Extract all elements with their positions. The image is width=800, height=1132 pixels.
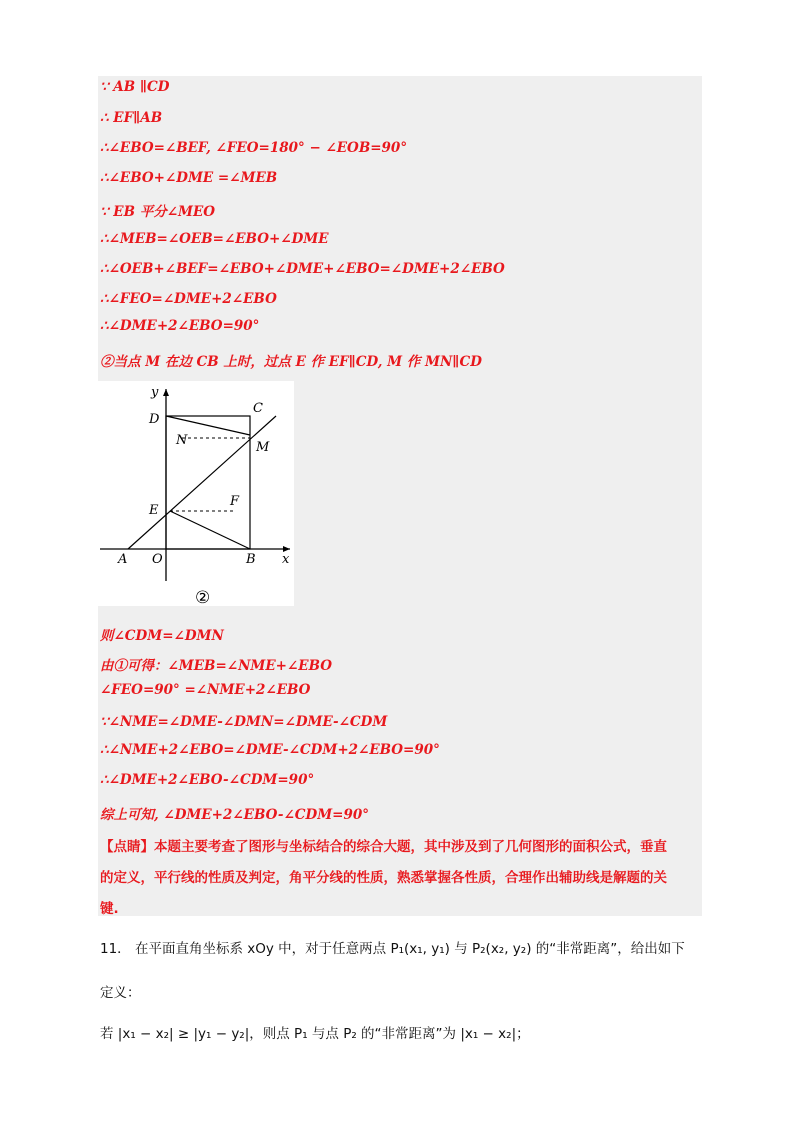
label-C: C: [253, 401, 263, 416]
solution-line: 由①可得：∠MEB=∠NME+∠EBO: [100, 658, 332, 674]
label-A: A: [118, 552, 128, 567]
label-N: N: [176, 433, 188, 448]
segment-EB: [170, 511, 250, 549]
solution-line: ∴∠DME+2∠EBO=90°: [100, 318, 260, 334]
question-line: 定义：: [100, 985, 141, 1001]
figure-caption: ②: [195, 588, 211, 606]
solution-line: ∴∠NME+2∠EBO=∠DME-∠CDM+2∠EBO=90°: [100, 742, 440, 758]
label-M: M: [256, 440, 270, 455]
solution-line: ∴∠FEO=∠DME+2∠EBO: [100, 291, 277, 307]
label-E: E: [149, 503, 159, 518]
comment-line: 【点睛】本题主要考查了图形与坐标结合的综合大题，其中涉及到了几何图形的面积公式，垂直: [100, 839, 667, 855]
comment-line: 的定义，平行线的性质及判定，角平分线的性质，熟悉掌握各性质，合理作出辅助线是解题的关: [100, 870, 667, 886]
solution-line: 综上可知, ∠DME+2∠EBO-∠CDM=90°: [100, 807, 370, 823]
solution-line: ∵∠NME=∠DME-∠DMN=∠DME-∠CDM: [100, 714, 388, 730]
label-D: D: [149, 412, 160, 427]
line-AM: [128, 416, 276, 549]
question-line: 11． 在平面直角坐标系 xOy 中，对于任意两点 P₁(x₁, y₁) 与 P₂(x₂, y₂) 的“非常距离”，给出如下: [100, 941, 685, 957]
label-O: O: [152, 552, 163, 567]
solution-line: ②当点 M 在边 CB 上时，过点 E 作 EF∥CD, M 作 MN∥CD: [100, 354, 482, 370]
solution-line: ∵ EB 平分∠MEO: [100, 204, 215, 220]
geometry-figure: [98, 381, 294, 606]
solution-line: ∴∠DME+2∠EBO-∠CDM=90°: [100, 772, 315, 788]
y-axis-arrow: [163, 389, 169, 396]
solution-line: ∴∠MEB=∠OEB=∠EBO+∠DME: [100, 231, 329, 247]
comment-line: 键.: [100, 901, 119, 917]
question-line: 若 |x₁ − x₂| ≥ |y₁ − y₂|，则点 P₁ 与点 P₂ 的“非常距离”为 |x₁ − x₂|；: [100, 1026, 530, 1042]
solution-line: 则∠CDM=∠DMN: [100, 628, 224, 644]
solution-line: ∵ AB ∥CD: [100, 79, 170, 95]
label-B: B: [246, 552, 256, 567]
solution-line: ∴ EF∥AB: [100, 110, 163, 126]
solution-line: ∴∠OEB+∠BEF=∠EBO+∠DME+∠EBO=∠DME+2∠EBO: [100, 261, 505, 277]
solution-line: ∠FEO=90° =∠NME+2∠EBO: [100, 682, 311, 698]
label-y: y: [151, 385, 159, 400]
solution-line: ∴∠EBO=∠BEF, ∠FEO=180° − ∠EOB=90°: [100, 140, 408, 156]
solution-line: ∴∠EBO+∠DME =∠MEB: [100, 170, 278, 186]
coordinate-figure-svg: [98, 381, 294, 606]
label-F: F: [230, 494, 240, 509]
label-x: x: [282, 552, 290, 567]
